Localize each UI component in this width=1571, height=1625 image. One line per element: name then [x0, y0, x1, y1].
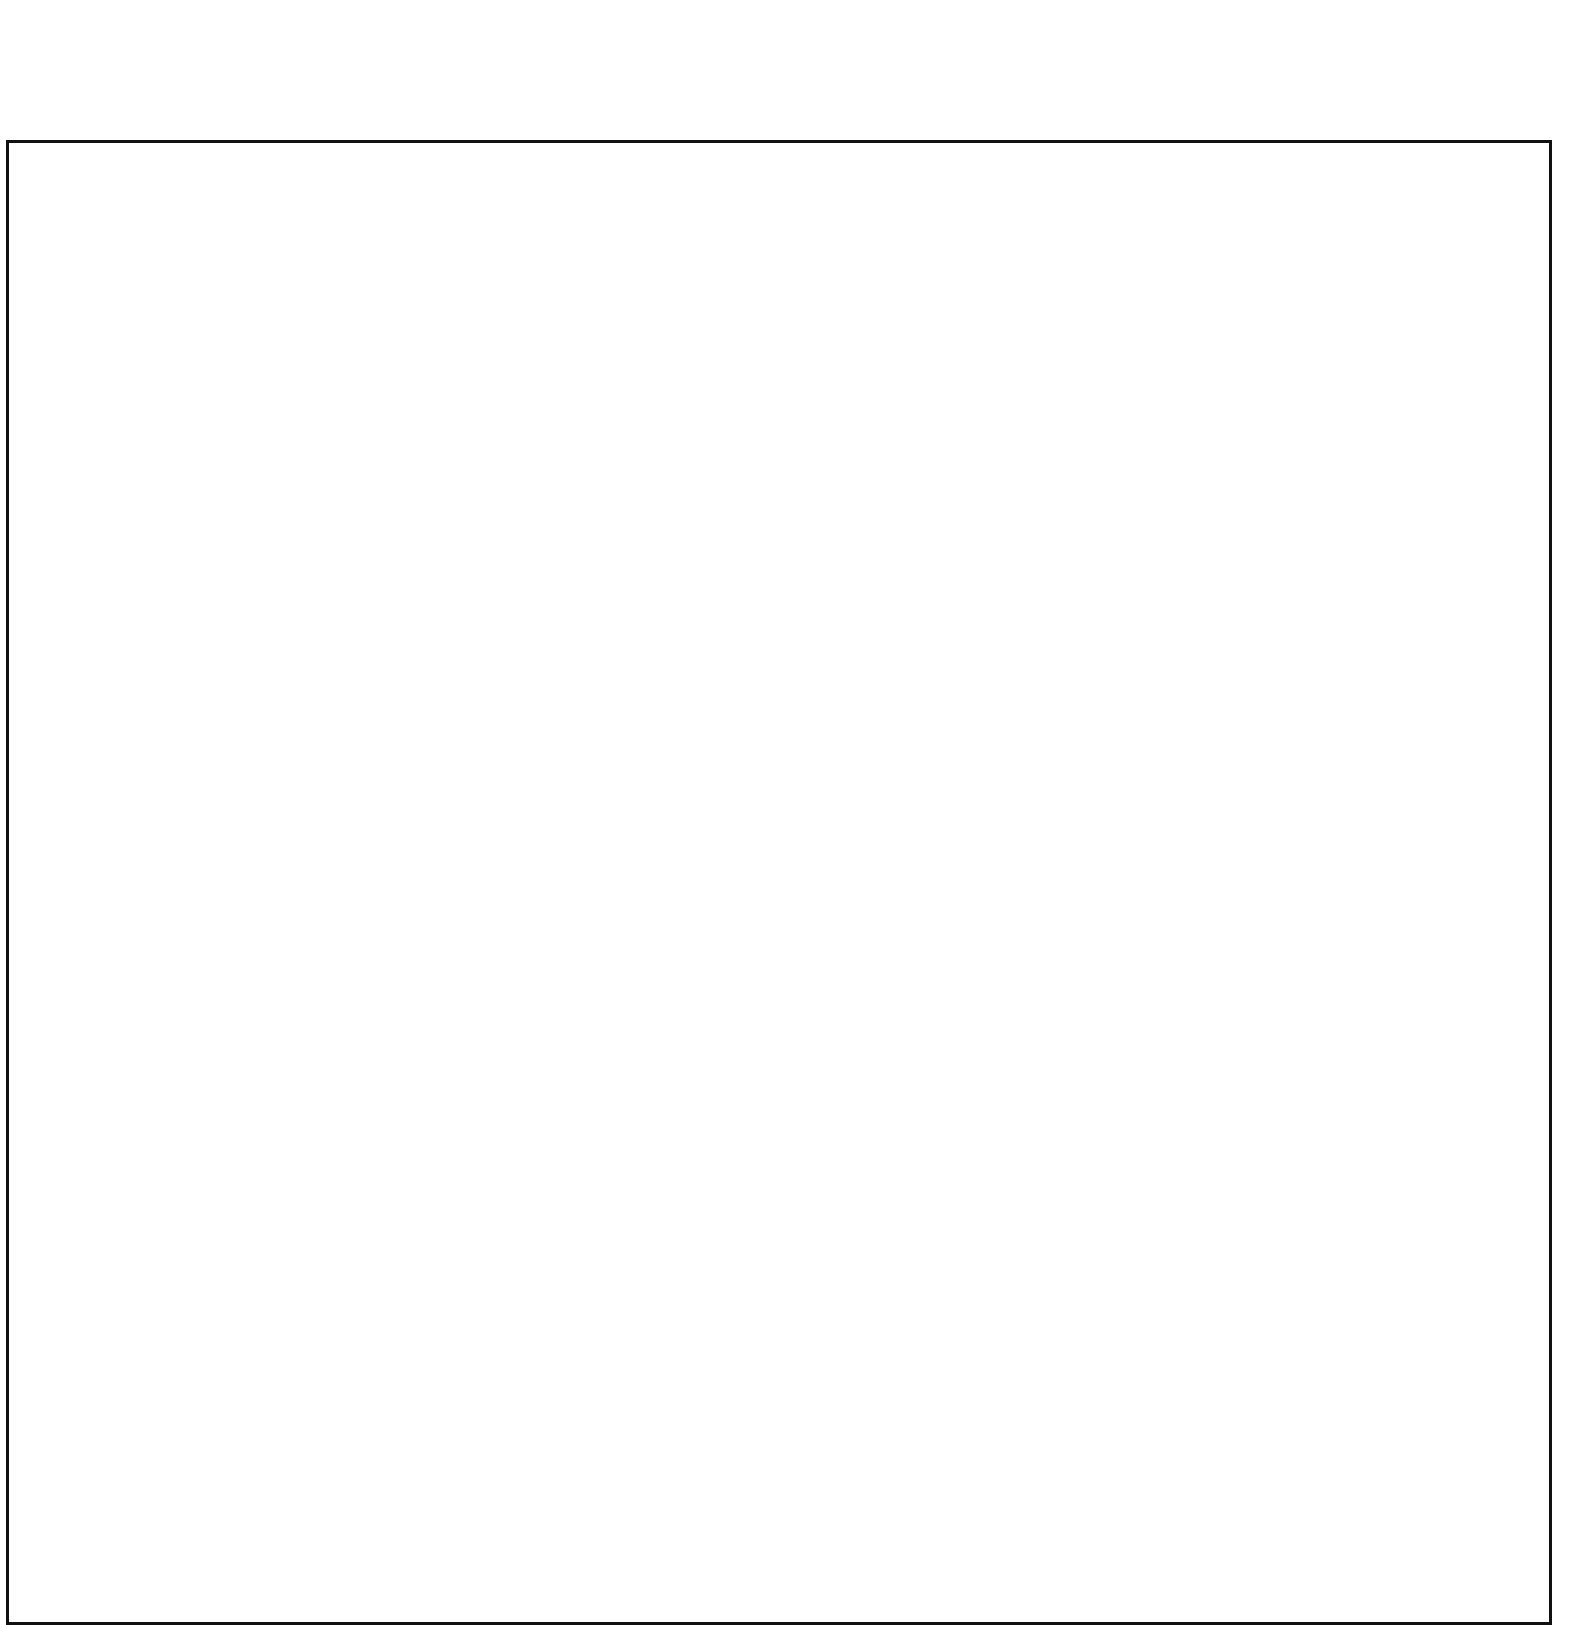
valuation-table: [6, 140, 1552, 1625]
